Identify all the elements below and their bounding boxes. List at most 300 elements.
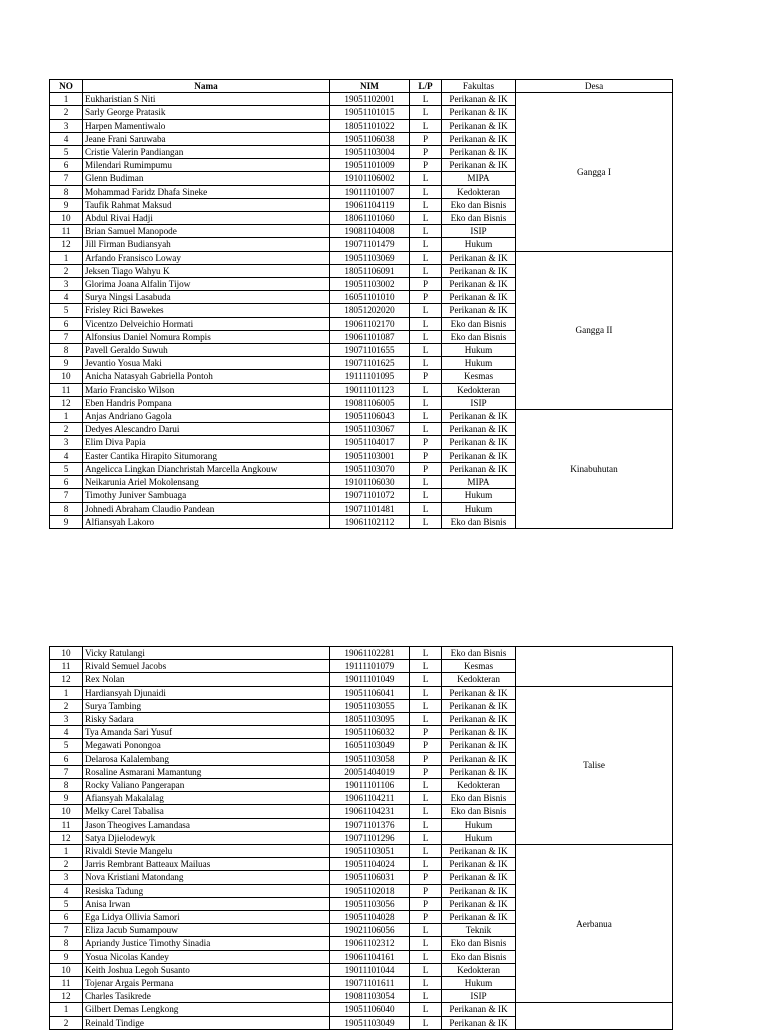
cell-nama: Angelicca Lingkan Dianchristah Marcella Angkouw [83, 462, 330, 475]
cell-no: 8 [50, 937, 83, 950]
cell-nim: 19051103070 [330, 462, 410, 475]
cell-nama: Jill Firman Budiansyah [83, 238, 330, 251]
cell-nama: Jeksen Tiago Wahyu K [83, 264, 330, 277]
cell-fakultas: Hukum [442, 344, 516, 357]
cell-nim: 19011101123 [330, 383, 410, 396]
cell-no: 4 [50, 884, 83, 897]
cell-fakultas: ISIP [442, 990, 516, 1003]
cell-fakultas: Eko dan Bisnis [442, 212, 516, 225]
cell-lp: L [410, 660, 442, 673]
cell-nama: Glorima Joana Alfalin Tijow [83, 278, 330, 291]
cell-lp: P [410, 449, 442, 462]
cell-nim: 19071101376 [330, 818, 410, 831]
cell-nim: 19051106038 [330, 132, 410, 145]
table-row [50, 93, 673, 106]
cell-nama: Sarly George Pratasik [83, 106, 330, 119]
cell-lp: L [410, 410, 442, 423]
cell-nama: Neikarunia Ariel Mokolensang [83, 476, 330, 489]
cell-nama: Tya Amanda Sari Yusuf [83, 726, 330, 739]
cell-nama: Rocky Valiano Pangerapan [83, 779, 330, 792]
cell-no: 8 [50, 502, 83, 515]
cell-fakultas: Perikanan & IK [442, 897, 516, 910]
cell-nim: 19081103054 [330, 990, 410, 1003]
cell-nama: Jeane Frani Saruwaba [83, 132, 330, 145]
cell-nama: Vicentzo Delveichio Hormati [83, 317, 330, 330]
cell-no: 12 [50, 673, 83, 686]
cell-desa: Talise [516, 686, 673, 844]
cell-nama: Timothy Juniver Sambuaga [83, 489, 330, 502]
cell-nama: Gilbert Demas Lengkong [83, 1003, 330, 1016]
table-header-row [50, 80, 673, 93]
cell-lp: L [410, 264, 442, 277]
cell-nim: 19071101481 [330, 502, 410, 515]
cell-nim: 19061104231 [330, 805, 410, 818]
cell-no: 2 [50, 423, 83, 436]
cell-desa: Gangga II [516, 251, 673, 409]
cell-lp: L [410, 792, 442, 805]
cell-nim: 19051104028 [330, 911, 410, 924]
cell-fakultas: Perikanan & IK [442, 462, 516, 475]
cell-nama: Taufik Rahmat Maksud [83, 198, 330, 211]
cell-nim: 19011101044 [330, 963, 410, 976]
cell-fakultas: Perikanan & IK [442, 1003, 516, 1016]
cell-lp: L [410, 185, 442, 198]
cell-no: 5 [50, 146, 83, 159]
cell-lp: P [410, 752, 442, 765]
cell-nama: Ega Lidya Ollivia Samori [83, 911, 330, 924]
cell-nim: 19061104119 [330, 198, 410, 211]
cell-no: 10 [50, 805, 83, 818]
cell-lp: L [410, 845, 442, 858]
cell-no: 9 [50, 357, 83, 370]
cell-nama: Resiska Tadung [83, 884, 330, 897]
cell-fakultas: Teknik [442, 924, 516, 937]
cell-no: 4 [50, 132, 83, 145]
cell-lp: L [410, 212, 442, 225]
cell-no: 6 [50, 476, 83, 489]
cell-nim: 19061104161 [330, 950, 410, 963]
cell-no: 9 [50, 515, 83, 528]
cell-desa: Gangga I [516, 93, 673, 251]
cell-nim: 16051101010 [330, 291, 410, 304]
cell-lp: L [410, 699, 442, 712]
cell-lp: L [410, 990, 442, 1003]
cell-no: 3 [50, 436, 83, 449]
cell-nim: 19071101072 [330, 489, 410, 502]
cell-no: 2 [50, 264, 83, 277]
cell-no: 7 [50, 765, 83, 778]
cell-nim: 18051202020 [330, 304, 410, 317]
cell-lp: L [410, 686, 442, 699]
cell-fakultas: MIPA [442, 172, 516, 185]
cell-nama: Milendari Rumimpumu [83, 159, 330, 172]
cell-nim: 19071101611 [330, 977, 410, 990]
cell-nama: Cristie Valerin Pandiangan [83, 146, 330, 159]
table-row [50, 1003, 673, 1016]
cell-no: 7 [50, 924, 83, 937]
cell-lp: P [410, 132, 442, 145]
cell-fakultas: Eko dan Bisnis [442, 950, 516, 963]
cell-nama: Reinald Tindige [83, 1016, 330, 1029]
cell-desa [516, 1003, 673, 1029]
cell-nim: 19051104024 [330, 858, 410, 871]
cell-fakultas: Perikanan & IK [442, 699, 516, 712]
cell-fakultas: Perikanan & IK [442, 686, 516, 699]
cell-no: 9 [50, 198, 83, 211]
cell-no: 7 [50, 330, 83, 343]
cell-fakultas: ISIP [442, 225, 516, 238]
cell-lp: L [410, 779, 442, 792]
cell-fakultas: Eko dan Bisnis [442, 330, 516, 343]
cell-lp: L [410, 977, 442, 990]
cell-no: 6 [50, 159, 83, 172]
cell-fakultas: Perikanan & IK [442, 93, 516, 106]
cell-lp: L [410, 383, 442, 396]
cell-nama: Keith Joshua Legoh Susanto [83, 963, 330, 976]
cell-nim: 19051106040 [330, 1003, 410, 1016]
cell-nama: Eliza Jacub Sumampouw [83, 924, 330, 937]
cell-no: 5 [50, 739, 83, 752]
cell-no: 4 [50, 449, 83, 462]
cell-fakultas: Perikanan & IK [442, 845, 516, 858]
cell-no: 3 [50, 713, 83, 726]
cell-nim: 20051404019 [330, 765, 410, 778]
cell-no: 9 [50, 792, 83, 805]
cell-fakultas: Perikanan & IK [442, 1016, 516, 1029]
table-row [50, 251, 673, 264]
cell-lp: P [410, 765, 442, 778]
cell-lp: L [410, 950, 442, 963]
table-body [50, 93, 673, 529]
cell-nama: Alfiansyah Lakoro [83, 515, 330, 528]
cell-no: 6 [50, 911, 83, 924]
cell-nim: 19051102001 [330, 93, 410, 106]
cell-fakultas: Perikanan & IK [442, 436, 516, 449]
cell-no: 1 [50, 845, 83, 858]
cell-no: 9 [50, 950, 83, 963]
cell-nama: Abdul Rivai Hadji [83, 212, 330, 225]
cell-lp: L [410, 673, 442, 686]
cell-nim: 19051102018 [330, 884, 410, 897]
cell-lp: P [410, 278, 442, 291]
cell-fakultas: Perikanan & IK [442, 726, 516, 739]
cell-nim: 19051104017 [330, 436, 410, 449]
cell-no: 12 [50, 238, 83, 251]
cell-nama: Apriandy Justice Timothy Sinadia [83, 937, 330, 950]
cell-nama: Jason Theogives Lamandasa [83, 818, 330, 831]
cell-nama: Rivaldi Stevie Mangelu [83, 845, 330, 858]
cell-lp: L [410, 818, 442, 831]
cell-lp: L [410, 515, 442, 528]
cell-nama: Satya Djielodewyk [83, 831, 330, 844]
cell-no: 10 [50, 370, 83, 383]
cell-nama: Mario Francisko Wilson [83, 383, 330, 396]
cell-nim: 19051103051 [330, 845, 410, 858]
cell-no: 2 [50, 1016, 83, 1029]
cell-no: 2 [50, 699, 83, 712]
cell-fakultas: Eko dan Bisnis [442, 198, 516, 211]
cell-nim: 19061102112 [330, 515, 410, 528]
cell-fakultas: Perikanan & IK [442, 713, 516, 726]
cell-fakultas: Eko dan Bisnis [442, 647, 516, 660]
cell-nama: Glenn Budiman [83, 172, 330, 185]
cell-nama: Alfonsius Daniel Nomura Rompis [83, 330, 330, 343]
cell-no: 4 [50, 726, 83, 739]
cell-no: 10 [50, 963, 83, 976]
cell-nama: Pavell Geraldo Suwuh [83, 344, 330, 357]
cell-fakultas: Eko dan Bisnis [442, 792, 516, 805]
col-header-desa: Desa [516, 80, 673, 93]
cell-fakultas: Perikanan & IK [442, 423, 516, 436]
cell-fakultas: Kedokteran [442, 185, 516, 198]
table-row [50, 686, 673, 699]
cell-fakultas: Kedokteran [442, 779, 516, 792]
col-header-nama: Nama [83, 80, 330, 93]
cell-lp: L [410, 251, 442, 264]
cell-nama: Vicky Ratulangi [83, 647, 330, 660]
cell-no: 6 [50, 317, 83, 330]
cell-fakultas: Perikanan & IK [442, 146, 516, 159]
cell-nim: 19011101049 [330, 673, 410, 686]
cell-no: 12 [50, 396, 83, 409]
cell-lp: L [410, 344, 442, 357]
cell-nim: 19071101479 [330, 238, 410, 251]
cell-lp: L [410, 225, 442, 238]
cell-nim: 19011101007 [330, 185, 410, 198]
cell-nim: 19051103058 [330, 752, 410, 765]
cell-fakultas: Kesmas [442, 370, 516, 383]
cell-nim: 19051103004 [330, 146, 410, 159]
cell-nama: Yosua Nicolas Kandey [83, 950, 330, 963]
cell-fakultas: Perikanan & IK [442, 410, 516, 423]
cell-no: 4 [50, 291, 83, 304]
cell-lp: L [410, 489, 442, 502]
cell-nama: Hardiansyah Djunaidi [83, 686, 330, 699]
cell-nama: Tojenar Argais Permana [83, 977, 330, 990]
cell-nim: 19051103067 [330, 423, 410, 436]
cell-no: 8 [50, 779, 83, 792]
cell-lp: L [410, 713, 442, 726]
cell-nim: 19051103069 [330, 251, 410, 264]
cell-lp: L [410, 172, 442, 185]
cell-fakultas: Perikanan & IK [442, 251, 516, 264]
cell-lp: L [410, 647, 442, 660]
cell-nama: Risky Sadara [83, 713, 330, 726]
cell-nama: Rosaline Asmarani Mamantung [83, 765, 330, 778]
cell-fakultas: Eko dan Bisnis [442, 805, 516, 818]
col-header-lp: L/P [410, 80, 442, 93]
cell-fakultas: Hukum [442, 502, 516, 515]
cell-lp: L [410, 502, 442, 515]
cell-nim: 19071101296 [330, 831, 410, 844]
cell-nama: Afiansyah Makalalag [83, 792, 330, 805]
cell-nama: Rivald Semuel Jacobs [83, 660, 330, 673]
cell-lp: L [410, 423, 442, 436]
cell-nim: 19071101625 [330, 357, 410, 370]
cell-no: 5 [50, 462, 83, 475]
cell-nama: Johnedi Abraham Claudio Pandean [83, 502, 330, 515]
cell-fakultas: Hukum [442, 977, 516, 990]
cell-lp: P [410, 159, 442, 172]
cell-no: 5 [50, 304, 83, 317]
cell-nim: 19021106056 [330, 924, 410, 937]
cell-no: 1 [50, 1003, 83, 1016]
cell-no: 7 [50, 489, 83, 502]
cell-nama: Rex Nolan [83, 673, 330, 686]
cell-nama: Mohammad Faridz Dhafa Sineke [83, 185, 330, 198]
student-table-page-2 [49, 646, 673, 1030]
cell-no: 3 [50, 119, 83, 132]
cell-nama: Surya Tambing [83, 699, 330, 712]
cell-lp: L [410, 198, 442, 211]
cell-lp: L [410, 317, 442, 330]
cell-no: 11 [50, 818, 83, 831]
cell-lp: P [410, 911, 442, 924]
cell-lp: L [410, 963, 442, 976]
cell-fakultas: Perikanan & IK [442, 752, 516, 765]
cell-nim: 19081104008 [330, 225, 410, 238]
cell-fakultas: Kedokteran [442, 963, 516, 976]
cell-fakultas: Hukum [442, 831, 516, 844]
cell-nama: Jarris Rembrant Batteaux Mailuas [83, 858, 330, 871]
cell-fakultas: Perikanan & IK [442, 765, 516, 778]
cell-no: 12 [50, 831, 83, 844]
cell-no: 1 [50, 251, 83, 264]
cell-nama: Megawati Ponongoa [83, 739, 330, 752]
cell-no: 10 [50, 212, 83, 225]
cell-nim: 19011101106 [330, 779, 410, 792]
cell-fakultas: Perikanan & IK [442, 449, 516, 462]
cell-nim: 19051106041 [330, 686, 410, 699]
cell-fakultas: Perikanan & IK [442, 911, 516, 924]
cell-nim: 19051106043 [330, 410, 410, 423]
cell-fakultas: ISIP [442, 396, 516, 409]
table-body [50, 647, 673, 1030]
cell-lp: L [410, 831, 442, 844]
cell-nama: Anicha Natasyah Gabriella Pontoh [83, 370, 330, 383]
cell-fakultas: Perikanan & IK [442, 106, 516, 119]
cell-no: 11 [50, 383, 83, 396]
cell-lp: P [410, 436, 442, 449]
cell-nim: 19061104211 [330, 792, 410, 805]
cell-fakultas: Hukum [442, 238, 516, 251]
table-row [50, 845, 673, 858]
cell-nim: 19051103049 [330, 1016, 410, 1029]
cell-no: 11 [50, 225, 83, 238]
cell-lp: L [410, 106, 442, 119]
cell-nim: 19061101087 [330, 330, 410, 343]
cell-fakultas: Perikanan & IK [442, 858, 516, 871]
cell-nim: 18051106091 [330, 264, 410, 277]
cell-no: 1 [50, 410, 83, 423]
cell-nim: 16051103049 [330, 739, 410, 752]
cell-lp: P [410, 871, 442, 884]
cell-lp: P [410, 739, 442, 752]
cell-fakultas: Perikanan & IK [442, 132, 516, 145]
cell-no: 11 [50, 977, 83, 990]
cell-lp: L [410, 1003, 442, 1016]
col-header-fakultas: Fakultas [442, 80, 516, 93]
cell-fakultas: Perikanan & IK [442, 119, 516, 132]
cell-nama: Eben Handris Pompana [83, 396, 330, 409]
cell-no: 1 [50, 686, 83, 699]
cell-no: 7 [50, 172, 83, 185]
cell-fakultas: MIPA [442, 476, 516, 489]
cell-fakultas: Hukum [442, 818, 516, 831]
cell-lp: L [410, 304, 442, 317]
cell-no: 2 [50, 106, 83, 119]
cell-no: 1 [50, 93, 83, 106]
cell-fakultas: Perikanan & IK [442, 278, 516, 291]
cell-nim: 19061102312 [330, 937, 410, 950]
cell-lp: L [410, 476, 442, 489]
cell-lp: L [410, 924, 442, 937]
cell-nama: Dedyes Alescandro Darui [83, 423, 330, 436]
cell-fakultas: Kedokteran [442, 673, 516, 686]
cell-fakultas: Perikanan & IK [442, 291, 516, 304]
cell-lp: L [410, 396, 442, 409]
cell-lp: L [410, 330, 442, 343]
cell-fakultas: Kesmas [442, 660, 516, 673]
cell-nama: Melky Carel Tabalisa [83, 805, 330, 818]
cell-nama: Brian Samuel Manopode [83, 225, 330, 238]
cell-nim: 19051101015 [330, 106, 410, 119]
cell-fakultas: Perikanan & IK [442, 304, 516, 317]
cell-fakultas: Eko dan Bisnis [442, 937, 516, 950]
cell-lp: P [410, 884, 442, 897]
cell-nim: 19051103002 [330, 278, 410, 291]
cell-lp: L [410, 357, 442, 370]
cell-desa: Aerbanua [516, 845, 673, 1003]
cell-fakultas: Eko dan Bisnis [442, 515, 516, 528]
cell-lp: L [410, 119, 442, 132]
cell-no: 12 [50, 990, 83, 1003]
cell-nim: 18051103095 [330, 713, 410, 726]
cell-lp: L [410, 238, 442, 251]
cell-lp: P [410, 370, 442, 383]
cell-nama: Nova Kristiani Matondang [83, 871, 330, 884]
cell-fakultas: Perikanan & IK [442, 871, 516, 884]
cell-nim: 19071101655 [330, 344, 410, 357]
cell-nim: 19051103055 [330, 699, 410, 712]
cell-nim: 19111101095 [330, 370, 410, 383]
cell-fakultas: Perikanan & IK [442, 159, 516, 172]
cell-fakultas: Perikanan & IK [442, 739, 516, 752]
cell-no: 3 [50, 871, 83, 884]
cell-nama: Eukharistian S Niti [83, 93, 330, 106]
cell-nama: Arfando Fransisco Loway [83, 251, 330, 264]
cell-fakultas: Hukum [442, 489, 516, 502]
cell-no: 2 [50, 858, 83, 871]
cell-nim: 18051101022 [330, 119, 410, 132]
cell-no: 6 [50, 752, 83, 765]
cell-nim: 19051103056 [330, 897, 410, 910]
cell-lp: L [410, 1016, 442, 1029]
col-header-no: NO [50, 80, 83, 93]
table-row [50, 410, 673, 423]
cell-nim: 19051106032 [330, 726, 410, 739]
cell-lp: L [410, 937, 442, 950]
cell-no: 8 [50, 344, 83, 357]
cell-lp: P [410, 897, 442, 910]
cell-nama: Elim Diva Papia [83, 436, 330, 449]
cell-nama: Surya Ningsi Lasabuda [83, 291, 330, 304]
cell-no: 8 [50, 185, 83, 198]
cell-nama: Jevantio Yosua Maki [83, 357, 330, 370]
cell-fakultas: Perikanan & IK [442, 264, 516, 277]
cell-nama: Anisa Irwan [83, 897, 330, 910]
cell-fakultas: Kedokteran [442, 383, 516, 396]
